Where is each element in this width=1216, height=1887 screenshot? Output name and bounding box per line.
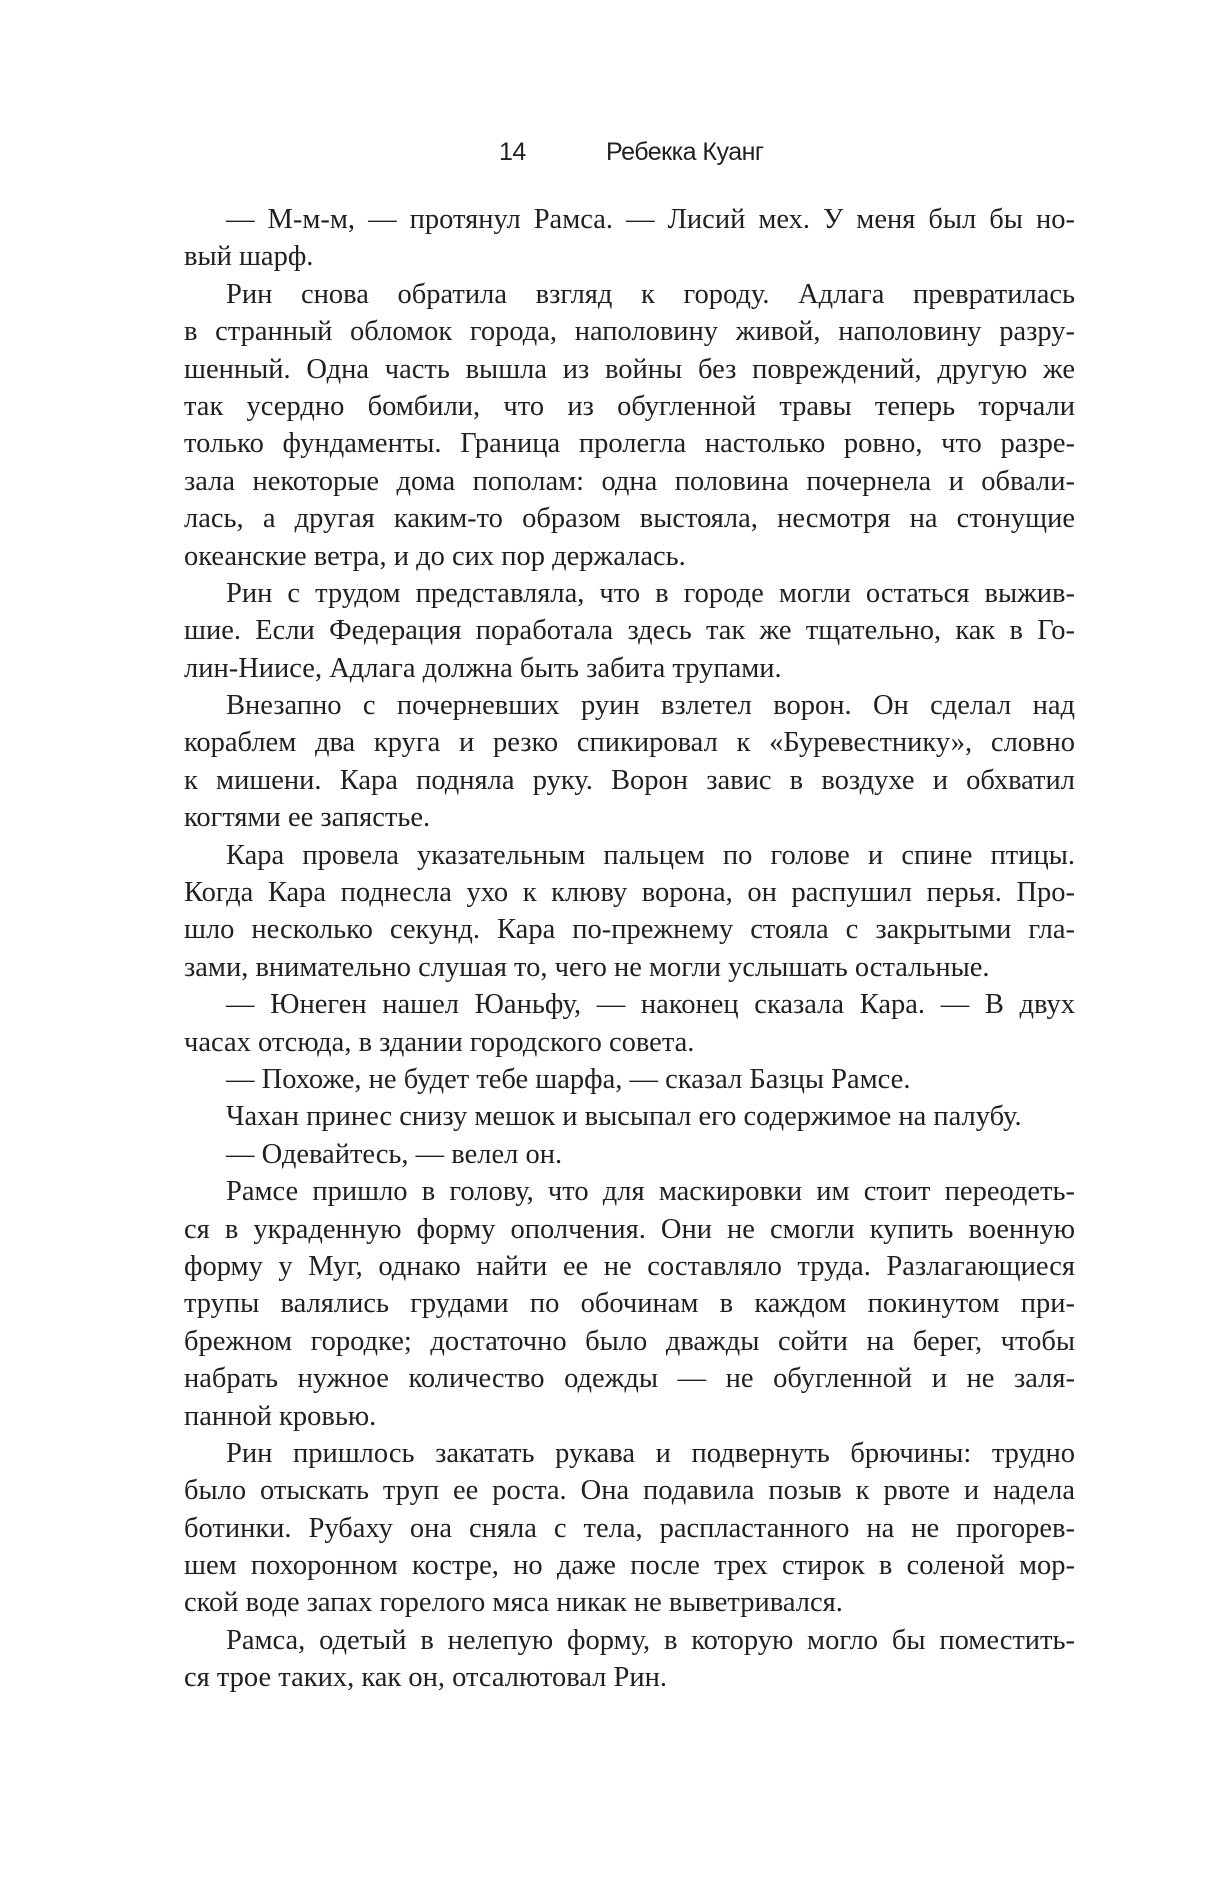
text-line: — Одевайтесь, — велел он. [226,1138,563,1170]
page-number: 14 [499,138,526,166]
text-line: ся в украденную форму ополчения. Они не смогли купить военную [184,1213,1075,1245]
text-line: океанские ветра, и до сих пор держалась. [184,540,686,572]
text-line: набрать нужное количество одежды — не обугленной и не заля- [184,1363,1075,1395]
paragraph [184,837,1075,987]
paragraph [184,1173,1075,1435]
text-line: Рин с трудом представляла, что в городе могли остаться выжив- [226,577,1075,609]
text-line: лин-Ниисе, Адлага должна быть забита трупами. [184,652,782,684]
text-line: в странный обломок города, наполовину живой, наполовину разру- [184,316,1075,348]
paragraph [184,1136,1075,1173]
text-line: когтями ее запястье. [184,802,431,834]
paragraph [184,1098,1075,1135]
text-line: Рамсе пришло в голову, что для маскировки им стоит переодеть- [226,1176,1075,1208]
text-line: шенный. Одна часть вышла из войны без повреждений, другую же [184,353,1075,385]
text-line: кораблем два круга и резко спикировал к «Буревестнику», словно [184,727,1075,759]
body-text [184,201,1075,1697]
paragraph [184,1061,1075,1098]
paragraph [184,986,1075,1061]
text-line: так усердно бомбили, что из обугленной травы теперь торчали [184,390,1075,422]
text-line: брежном городке; достаточно было дважды сойти на берег, чтобы [184,1325,1075,1357]
text-line: было отыскать труп ее роста. Она подавила позыв к рвоте и надела [184,1475,1075,1507]
text-line: только фундаменты. Граница пролегла настолько ровно, что разре- [184,428,1075,460]
text-line: Рин пришлось закатать рукава и подвернуть брючины: трудно [226,1437,1075,1469]
text-line: — Юнеген нашел Юаньфу, — наконец сказала Кара. — В двух [226,989,1075,1021]
text-line: шем похоронном костре, но даже после трех стирок в соленой мор- [184,1550,1075,1582]
text-line: зами, внимательно слушая то, чего не могли услышать остальные. [184,951,990,983]
text-line: лась, а другая каким-то образом выстояла, несмотря на стонущие [184,503,1075,535]
text-line: трупы валялись грудами по обочинам в каждом покинутом при- [184,1288,1075,1320]
text-line: Рамса, одетый в нелепую форму, в которую могло бы поместить- [226,1624,1075,1656]
text-line: Внезапно с почерневших руин взлетел ворон. Он сделал над [226,690,1075,722]
text-line: Рин снова обратила взгляд к городу. Адлага превратилась [226,278,1075,310]
text-line: Когда Кара поднесла ухо к клюву ворона, он распушил перья. Про- [184,877,1075,909]
running-header [0,138,1216,172]
text-line: ся трое таких, как он, отсалютовал Рин. [184,1662,667,1694]
paragraph [184,575,1075,687]
paragraph [184,1622,1075,1697]
text-line: Чахан принес снизу мешок и высыпал его содержимое на палубу. [226,1101,1022,1133]
paragraph [184,687,1075,837]
text-line: — М-м-м, — протянул Рамса. — Лисий мех. У меня был бы но- [226,204,1075,235]
paragraph [184,1435,1075,1622]
text-line: зала некоторые дома пополам: одна половина почернела и обвали- [184,465,1075,497]
text-line: шло несколько секунд. Кара по-прежнему стояла с закрытыми гла- [184,914,1075,946]
text-line: Кара провела указательным пальцем по голове и спине птицы. [226,839,1075,871]
text-line: к мишени. Кара подняла руку. Ворон завис в воздухе и обхватил [184,764,1075,796]
text-line: шие. Если Федерация поработала здесь так же тщательно, как в Го- [184,615,1075,647]
text-line: панной кровью. [184,1400,377,1432]
paragraph [184,276,1075,575]
text-line: — Похоже, не будет тебе шарфа, — сказал Базцы Рамсе. [226,1063,911,1095]
text-line: ской воде запах горелого мяса никак не выветривался. [184,1587,843,1619]
running-title-author: Ребекка Куанг [606,138,764,166]
paragraph [184,201,1075,276]
text-line: ботинки. Рубаху она сняла с тела, распластанного на не прогорев- [184,1512,1075,1544]
text-line: форму у Муг, однако найти ее не составляло труда. Разлагающиеся [184,1250,1075,1282]
text-line: часах отсюда, в здании городского совета. [184,1026,695,1058]
text-line: вый шарф. [184,241,314,273]
